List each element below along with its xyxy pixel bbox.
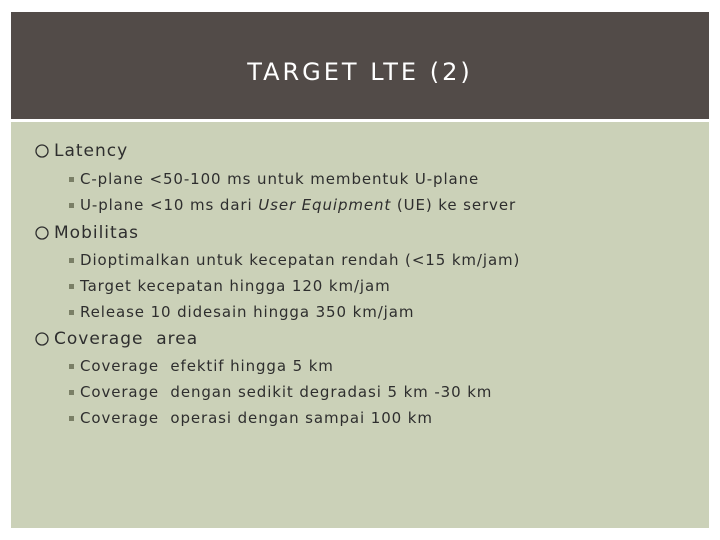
list-item [69,277,391,295]
section-mobilitas [35,223,139,243]
list-item-text: C-plane <50-100 ms untuk membentuk U-plane [80,170,480,188]
list-item [69,251,520,269]
list-item [69,409,433,427]
slide-title: TARGET LTE (2) [247,57,473,86]
section-label: Coverage area [54,329,199,349]
square-bullet-icon [69,416,74,421]
circle-bullet-icon [35,226,49,240]
list-item-text: Dioptimalkan untuk kecepatan rendah (<15 km/jam) [80,251,521,269]
square-bullet-icon [69,284,74,289]
square-bullet-icon [69,310,74,315]
list-item-text: Coverage efektif hingga 5 km [80,357,334,375]
list-item-text: Coverage dengan sedikit degradasi 5 km -30 km [80,383,493,401]
list-item [69,196,516,214]
circle-bullet-icon [35,332,49,346]
list-item [69,303,414,321]
section-latency [35,141,128,161]
section-coverage-area [35,329,198,349]
circle-bullet-icon [35,144,49,158]
list-item-text: Release 10 didesain hingga 350 km/jam [80,303,415,321]
section-label: Mobilitas [54,223,139,243]
square-bullet-icon [69,203,74,208]
title-bar [11,12,709,119]
list-item-text-post: (UE) ke server [391,196,517,214]
square-bullet-icon [69,177,74,182]
list-item-text-pre: U-plane <10 ms dari [80,196,259,214]
square-bullet-icon [69,364,74,369]
list-item-text: Coverage operasi dengan sampai 100 km [80,409,433,427]
list-item [69,357,334,375]
list-item-text-emphasis: User Equipment [258,196,392,214]
section-label: Latency [54,141,129,161]
list-item [69,383,492,401]
list-item-text: Target kecepatan hingga 120 km/jam [80,277,391,295]
square-bullet-icon [69,390,74,395]
square-bullet-icon [69,258,74,263]
list-item [69,170,479,188]
